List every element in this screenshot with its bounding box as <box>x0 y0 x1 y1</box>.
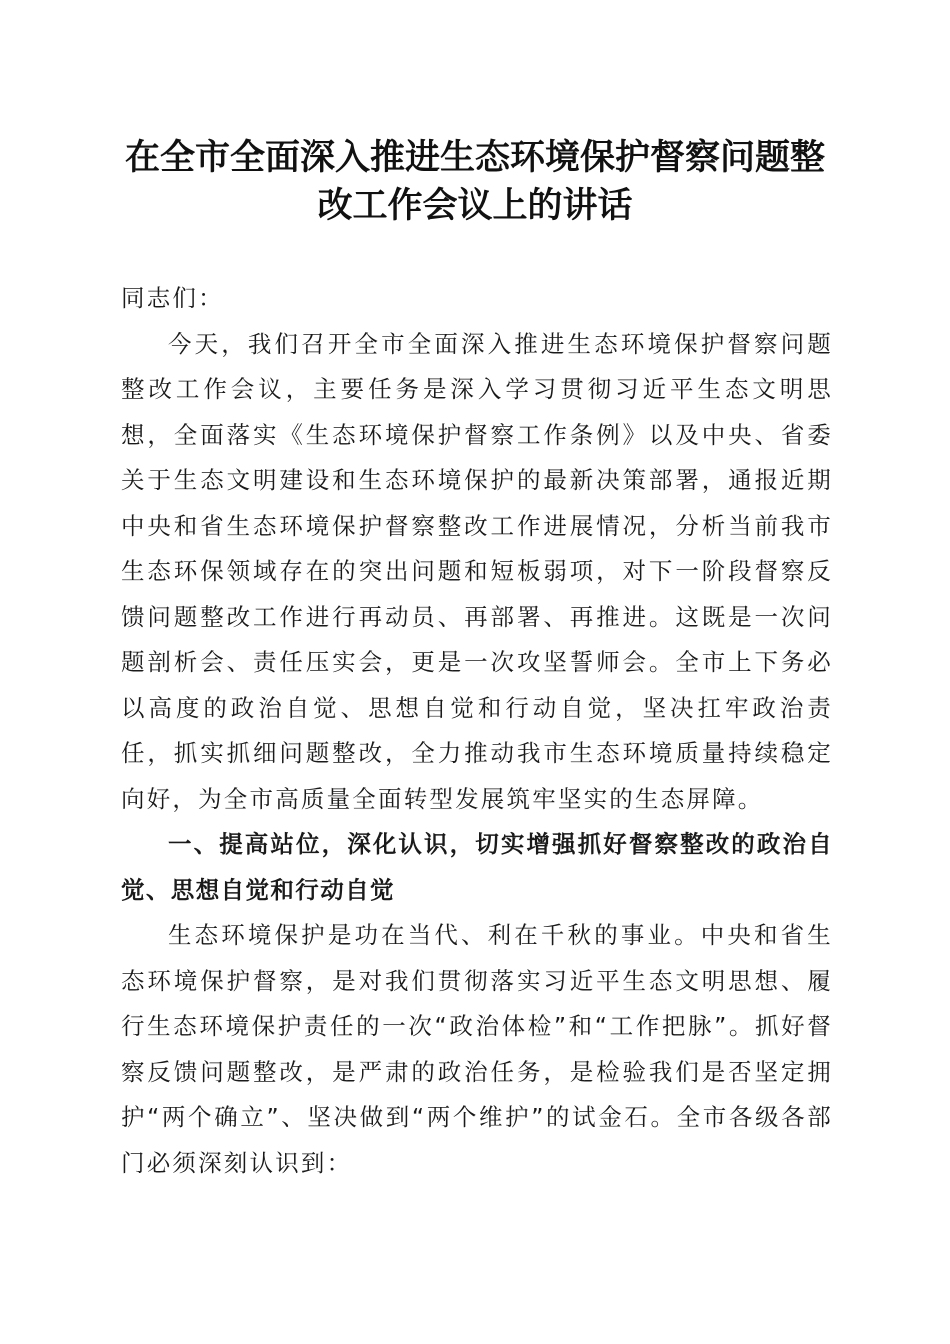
paragraph-section-1: 生态环境保护是功在当代、利在千秋的事业。中央和省生态环境保护督察，是对我们贯彻落实习近平生态文明思想、履行生态环境保护责任的一次“政治体检”和“工作把脉”。抓好督察反馈问题整改，是严肃的政治任务，是检验我们是否坚定拥护“两个确立”、坚决做到“两个维护”的试金石。全市各级各部门必须深刻认识到： <box>121 921 833 1177</box>
document-body <box>121 276 833 1186</box>
document-title <box>100 134 850 230</box>
title-line-1: 在全市全面深入推进生态环境保护督察问题整 <box>124 137 825 178</box>
title-line-2: 改工作会议上的讲话 <box>317 185 633 226</box>
salutation: 同志们： <box>121 284 224 312</box>
paragraph-intro: 今天，我们召开全市全面深入推进生态环境保护督察问题整改工作会议，主要任务是深入学习贯彻习近平生态文明思想，全面落实《生态环境保护督察工作条例》以及中央、省委关于生态文明建设和生态环境保护的最新决策部署，通报近期中央和省生态环境保护督察整改工作进展情况，分析当前我市生态环保领域存在的突出问题和短板弱项，对下一阶段督察反馈问题整改工作进行再动员、再部署、再推进。这既是一次问题剖析会、责任压实会，更是一次攻坚誓师会。全市上下务必以高度的政治自觉、思想自觉和行动自觉，坚决扛牢政治责任，抓实抓细问题整改，全力推动我市生态环境质量持续稳定向好，为全市高质量全面转型发展筑牢坚实的生态屏障。 <box>121 329 833 813</box>
section-heading-1: 一、提高站位，深化认识，切实增强抓好督察整改的政治自觉、思想自觉和行动自觉 <box>121 830 833 904</box>
